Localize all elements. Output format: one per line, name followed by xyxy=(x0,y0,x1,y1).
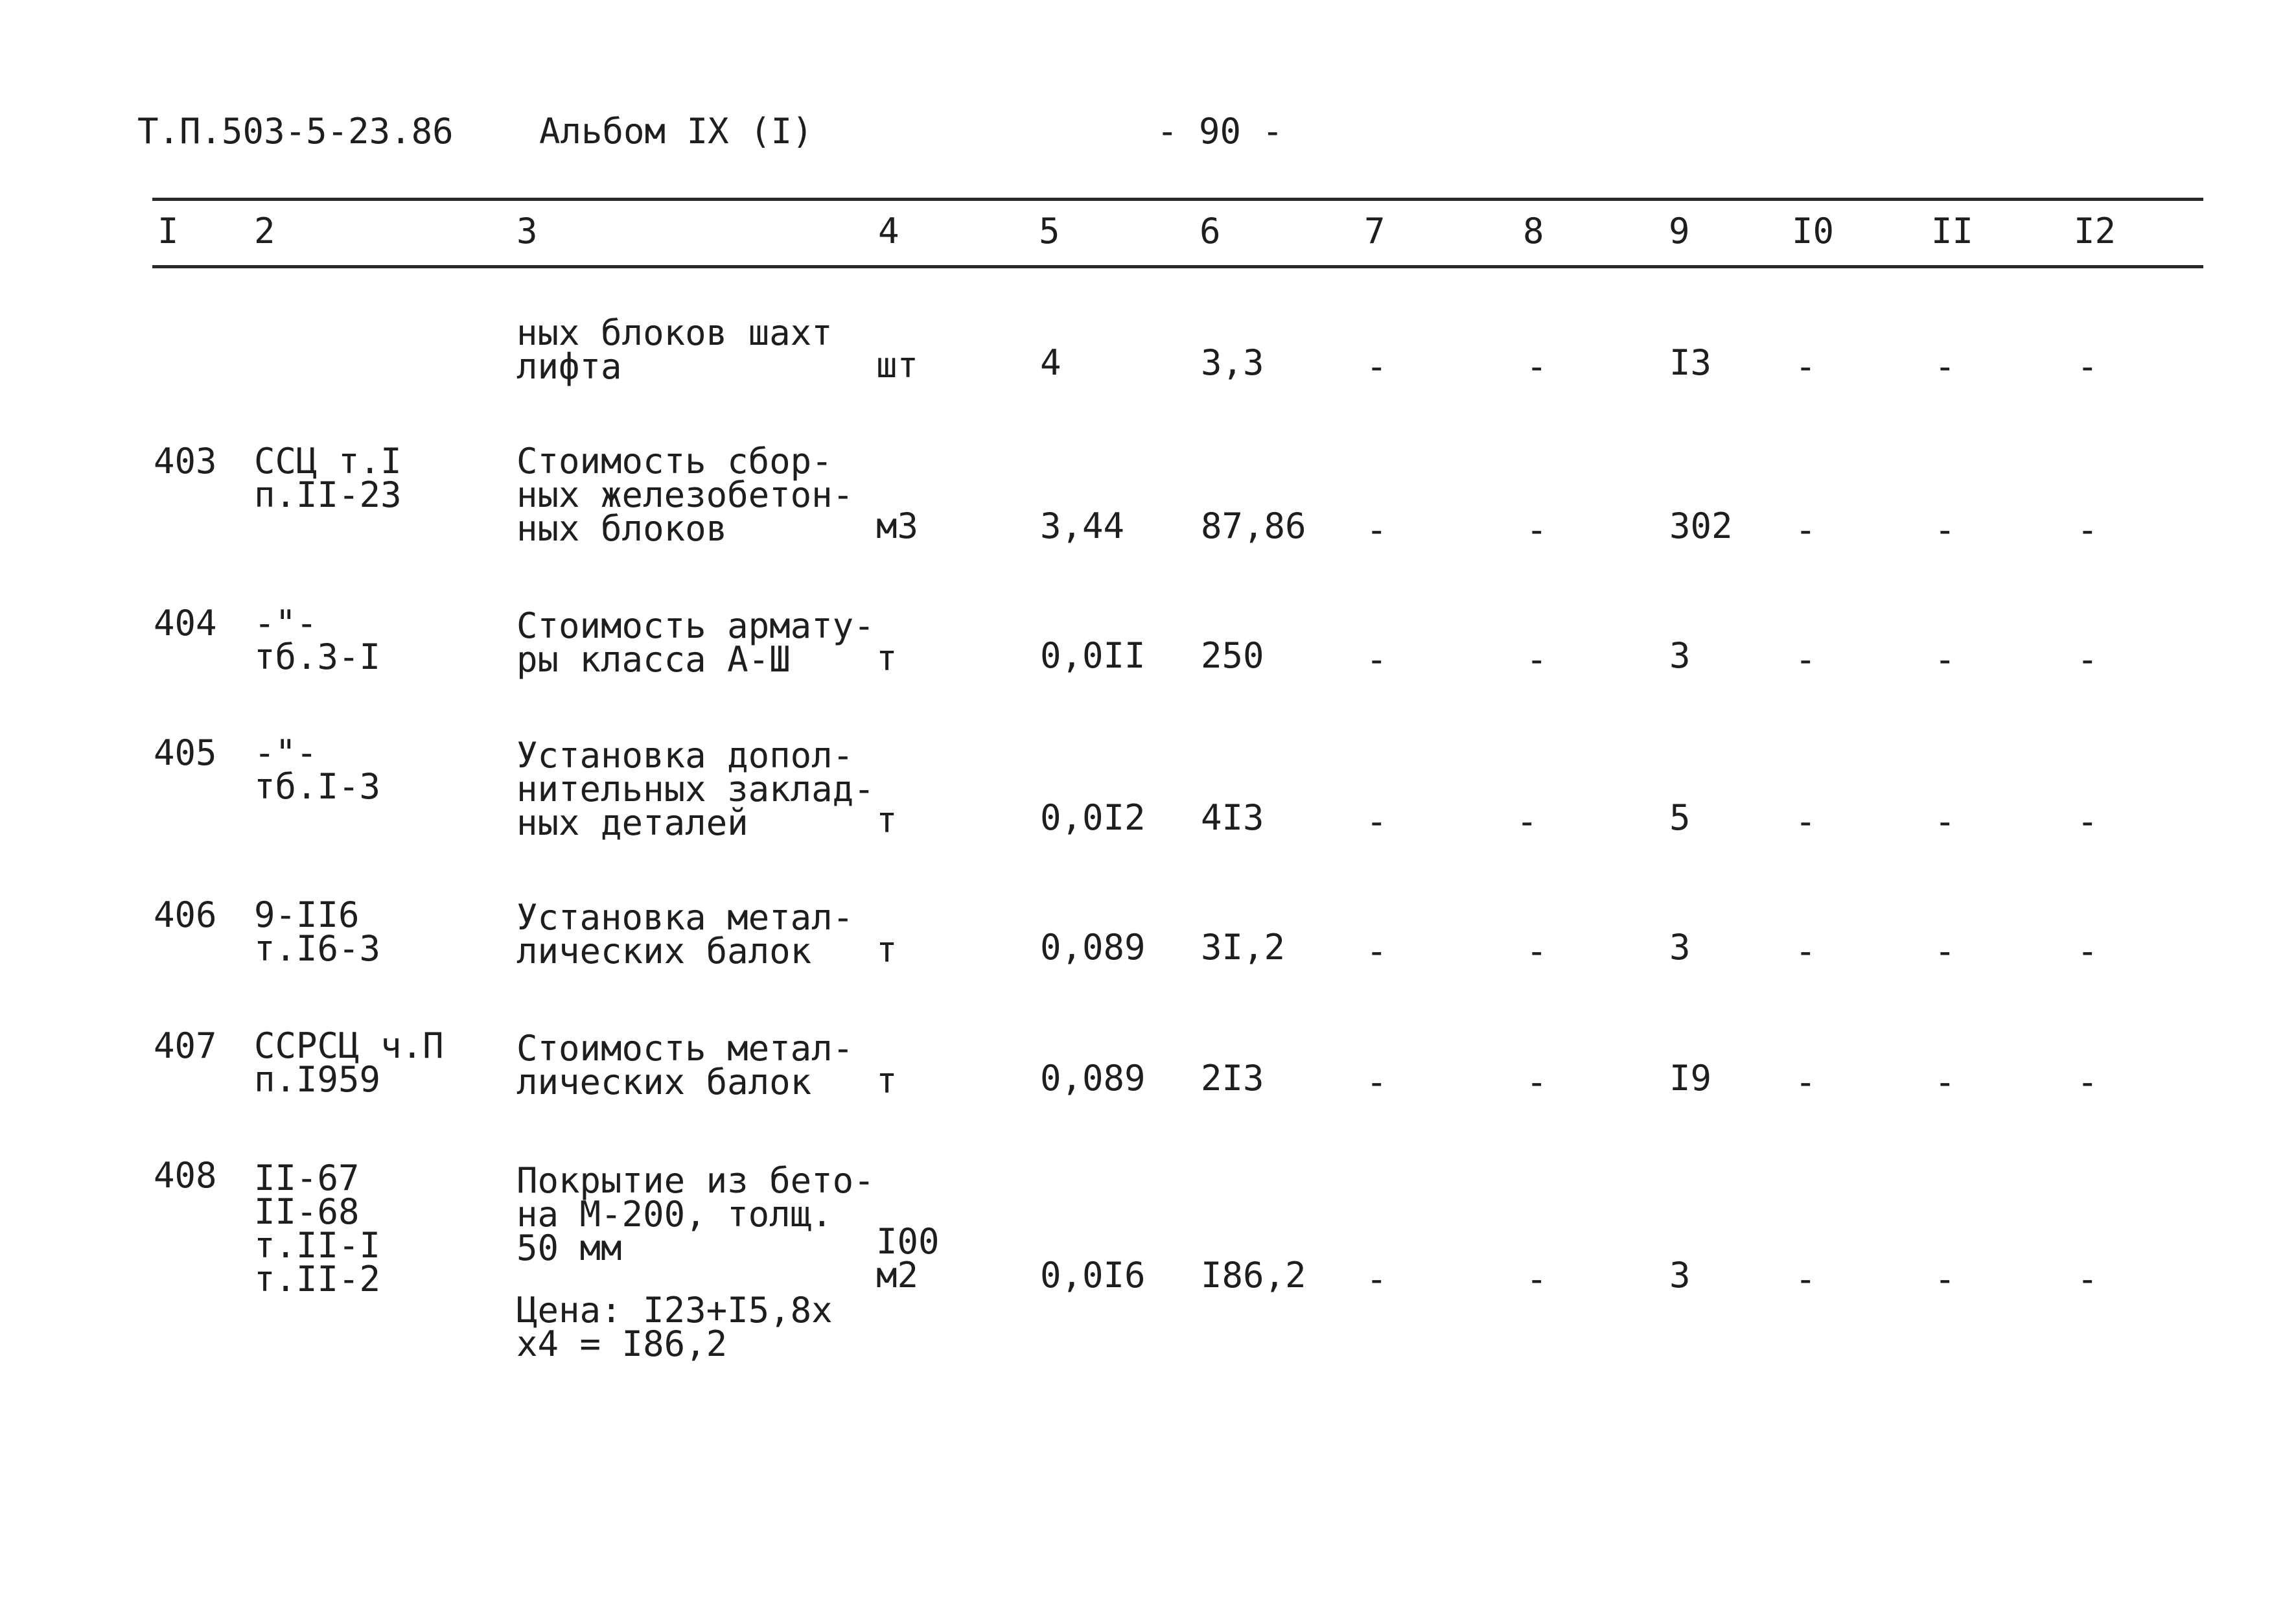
table-header-rule xyxy=(152,265,2203,268)
unit: шт xyxy=(876,345,919,386)
unit: т xyxy=(876,1060,898,1101)
reference: ССЦ т.I п.II-23 xyxy=(254,441,402,515)
work-name: Стоимость сбор- ных железобетон- ных блоков xyxy=(516,441,854,549)
unit: I00 м2 xyxy=(876,1221,940,1296)
reference: -"- тб.3-I xyxy=(254,603,381,677)
position-number: 403 xyxy=(154,441,217,482)
work-name: Покрытие из бето- на М-200, толщ. 50 мм xyxy=(516,1160,875,1268)
quantity: 0,089 xyxy=(1040,1058,1146,1099)
col10-value: - xyxy=(1795,1062,1816,1102)
reference: II-67 II-68 т.II-I т.II-2 xyxy=(254,1158,381,1299)
column-number: I2 xyxy=(2074,211,2116,251)
unit-price: 4I3 xyxy=(1201,797,1264,838)
unit-price: 3I,2 xyxy=(1201,927,1286,968)
col8-value: - xyxy=(1526,1062,1548,1102)
position-number: 406 xyxy=(154,894,217,935)
col12-value: - xyxy=(2077,1259,2098,1299)
reference: -"- тб.I-3 xyxy=(254,732,381,807)
position-number: 408 xyxy=(154,1155,217,1196)
col10-value: - xyxy=(1795,346,1816,387)
column-number: II xyxy=(1931,211,1974,251)
col8-value: - xyxy=(1526,639,1548,680)
quantity: 0,089 xyxy=(1040,927,1146,968)
column-number: 9 xyxy=(1669,211,1690,251)
col10-value: - xyxy=(1795,1259,1816,1299)
column-number: 4 xyxy=(878,211,899,251)
col7-value: - xyxy=(1366,346,1387,387)
column-number: 8 xyxy=(1523,211,1544,251)
column-number: 6 xyxy=(1200,211,1221,251)
col11-value: - xyxy=(1934,801,1956,842)
unit-price: 3,3 xyxy=(1201,342,1264,383)
quantity: 4 xyxy=(1040,342,1061,383)
work-name: Стоимость армату- ры класса А-Ш xyxy=(516,605,875,680)
work-name: Установка метал- лических балок xyxy=(516,897,854,972)
col11-value: - xyxy=(1934,931,1956,972)
reference: 9-II6 т.I6-3 xyxy=(254,894,381,969)
position-number: 407 xyxy=(154,1025,217,1066)
column-number: I0 xyxy=(1792,211,1835,251)
col8-value: - xyxy=(1526,509,1548,550)
col11-value: - xyxy=(1934,1259,1956,1299)
col11-value: - xyxy=(1934,639,1956,680)
col11-value: - xyxy=(1934,1062,1956,1102)
column-number: 7 xyxy=(1364,211,1386,251)
col7-value: - xyxy=(1366,509,1387,550)
col10-value: - xyxy=(1795,509,1816,550)
total-cost: I9 xyxy=(1669,1058,1712,1099)
quantity: 3,44 xyxy=(1040,506,1125,546)
col8-value: - xyxy=(1516,801,1538,842)
col10-value: - xyxy=(1795,931,1816,972)
price-note: Цена: I23+I5,8х х4 = I86,2 xyxy=(516,1290,833,1364)
document-code: Т.П.503-5-23.86 xyxy=(137,111,454,152)
col7-value: - xyxy=(1366,639,1387,680)
column-number: I xyxy=(157,211,179,251)
col8-value: - xyxy=(1526,931,1548,972)
col12-value: - xyxy=(2077,346,2098,387)
total-cost: 5 xyxy=(1669,797,1691,838)
quantity: 0,0II xyxy=(1040,635,1146,676)
col12-value: - xyxy=(2077,1062,2098,1102)
col7-value: - xyxy=(1366,1062,1387,1102)
unit: т xyxy=(876,929,898,970)
table-top-rule xyxy=(152,198,2203,201)
unit-price: 2I3 xyxy=(1201,1058,1264,1099)
page-number: - 90 - xyxy=(1157,111,1284,152)
col7-value: - xyxy=(1366,931,1387,972)
col7-value: - xyxy=(1366,1259,1387,1299)
reference: ССРСЦ ч.П п.I959 xyxy=(254,1025,444,1100)
work-name: Стоимость метал- лических балок xyxy=(516,1028,854,1102)
total-cost: 3 xyxy=(1669,1255,1691,1296)
col10-value: - xyxy=(1795,801,1816,842)
col12-value: - xyxy=(2077,931,2098,972)
total-cost: 302 xyxy=(1669,506,1733,546)
col8-value: - xyxy=(1526,1259,1548,1299)
quantity: 0,0I2 xyxy=(1040,797,1146,838)
col10-value: - xyxy=(1795,639,1816,680)
column-number: 5 xyxy=(1039,211,1060,251)
col7-value: - xyxy=(1366,801,1387,842)
unit-price: 250 xyxy=(1201,635,1264,676)
unit-price: I86,2 xyxy=(1201,1255,1306,1296)
position-number: 404 xyxy=(154,603,217,644)
total-cost: 3 xyxy=(1669,635,1691,676)
col8-value: - xyxy=(1526,346,1548,387)
total-cost: I3 xyxy=(1669,342,1712,383)
col11-value: - xyxy=(1934,346,1956,387)
album-title: Альбом IX (I) xyxy=(539,111,813,152)
total-cost: 3 xyxy=(1669,927,1691,968)
unit: т xyxy=(876,800,898,841)
position-number: 405 xyxy=(154,732,217,773)
col12-value: - xyxy=(2077,801,2098,842)
col12-value: - xyxy=(2077,509,2098,550)
column-number: 3 xyxy=(516,211,538,251)
unit: м3 xyxy=(876,506,919,546)
work-name: ных блоков шахт лифта xyxy=(516,312,833,387)
unit: т xyxy=(876,638,898,679)
col11-value: - xyxy=(1934,509,1956,550)
work-name: Установка допол- нительных заклад- ных деталей xyxy=(516,735,875,843)
col12-value: - xyxy=(2077,639,2098,680)
column-number: 2 xyxy=(254,211,275,251)
quantity: 0,0I6 xyxy=(1040,1255,1146,1296)
unit-price: 87,86 xyxy=(1201,506,1306,546)
